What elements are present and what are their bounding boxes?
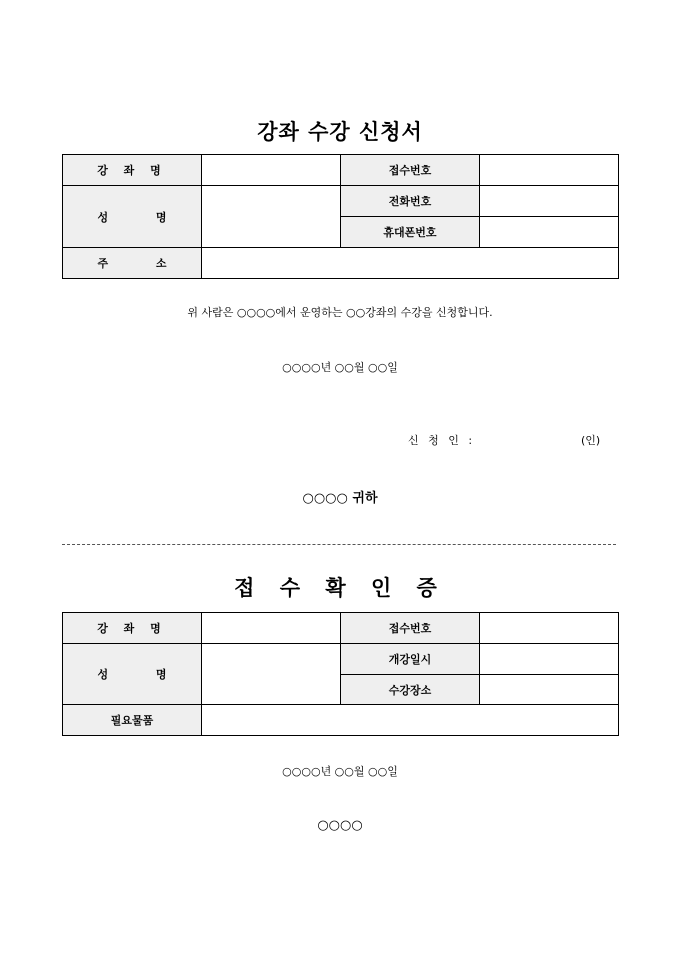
- address-label: 주 소: [63, 248, 202, 279]
- confirm-name-label: 성 명: [63, 644, 202, 705]
- start-date-label: 개강일시: [341, 644, 480, 675]
- applicant-label: 신 청 인 :: [408, 434, 476, 447]
- confirm-course-name-field[interactable]: [202, 613, 341, 644]
- confirmation-table: [62, 612, 619, 736]
- course-name-label: 강 좌 명: [63, 155, 202, 186]
- application-table: [62, 154, 619, 279]
- course-name-field[interactable]: [202, 155, 341, 186]
- location-field[interactable]: [480, 675, 619, 705]
- name-label: 성 명: [63, 186, 202, 248]
- confirmation-title: 접 수 확 인 증: [234, 576, 446, 600]
- application-date: ○○○○년 ○○월 ○○일: [282, 361, 398, 374]
- name-field[interactable]: [202, 186, 341, 248]
- mobile-field[interactable]: [480, 217, 619, 248]
- mobile-label: 휴대폰번호: [341, 217, 480, 248]
- receipt-no-field[interactable]: [480, 155, 619, 186]
- confirm-receipt-no-label: 접수번호: [341, 613, 480, 644]
- seal-mark: (인): [581, 434, 601, 447]
- confirm-course-name-label: 강 좌 명: [63, 613, 202, 644]
- cut-line: [62, 544, 616, 545]
- supplies-label: 필요물품: [63, 705, 202, 736]
- phone-field[interactable]: [480, 186, 619, 217]
- confirmation-date: ○○○○년 ○○월 ○○일: [282, 765, 398, 778]
- address-field[interactable]: [202, 248, 619, 279]
- receipt-no-label: 접수번호: [341, 155, 480, 186]
- confirm-name-field[interactable]: [202, 644, 341, 705]
- confirm-receipt-no-field[interactable]: [480, 613, 619, 644]
- phone-label: 전화번호: [341, 186, 480, 217]
- application-statement: 위 사람은 ○○○○에서 운영하는 ○○강좌의 수강을 신청합니다.: [187, 306, 493, 319]
- recipient: ○○○○ 귀하: [302, 491, 378, 506]
- supplies-field[interactable]: [202, 705, 619, 736]
- confirmation-issuer: ○○○○: [317, 818, 363, 833]
- location-label: 수강장소: [341, 675, 480, 705]
- start-date-field[interactable]: [480, 644, 619, 675]
- application-title: 강좌 수강 신청서: [257, 120, 423, 144]
